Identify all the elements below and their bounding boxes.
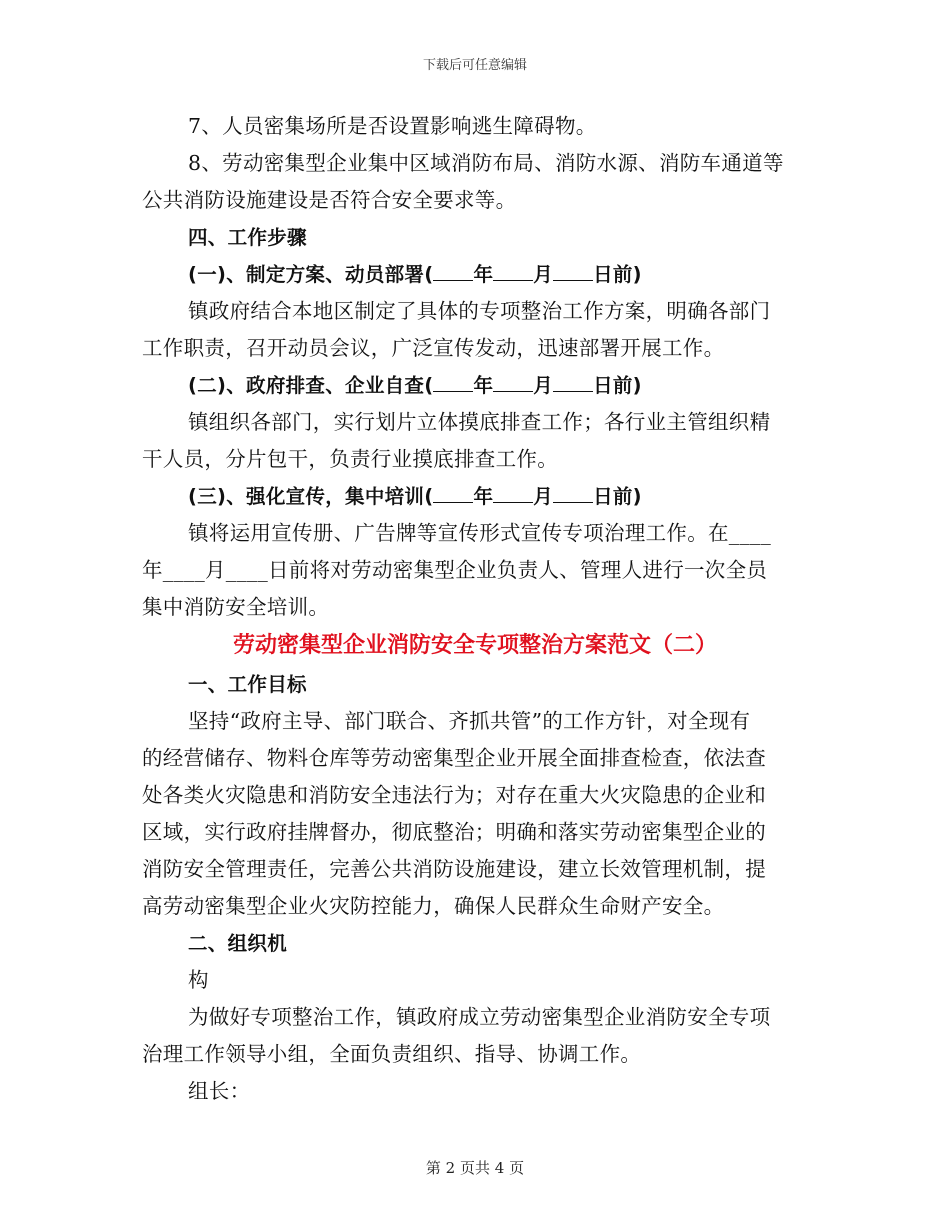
paragraph-line: 年____月____日前将对劳动密集型企业负责人、管理人进行一次全员 [142,558,768,582]
heading-text: 年 [473,374,494,397]
paragraph-line: 高劳动密集型企业火灾防控能力，确保人民群众生命财产安全。 [142,894,725,918]
paragraph-line: 8、劳动密集型企业集中区域消防布局、消防水源、消防车通道等 [188,151,784,175]
paragraph-line: 治理工作领导小组，全面负责组织、指导、协调工作。 [142,1042,642,1066]
heading-text: 月 [533,485,554,508]
paragraph-line: 坚持“政府主导、部门联合、齐抓共管”的工作方针，对全现有 [188,709,751,733]
date-blank [433,258,473,281]
heading-text: 日前) [593,263,642,286]
heading-text: (三)、强化宣传，集中培训( [188,485,434,508]
date-blank [493,480,533,503]
date-blank [493,258,533,281]
paragraph-line: 构 [188,968,209,992]
paragraph-line: 干人员，分片包干，负责行业摸底排查工作。 [142,447,558,471]
heading-text: 日前) [593,374,642,397]
heading-text: 日前) [593,485,642,508]
heading-text: (一)、制定方案、动员部署( [188,263,434,286]
step-heading [142,478,808,515]
paragraph-line: 工作职责，召开动员会议，广泛宣传发动，迅速部署开展工作。 [142,336,725,360]
paragraph-line: 的经营储存、物料仓库等劳动密集型企业开展全面排查检查，依法查 [142,746,766,770]
paragraph-line: 处各类火灾隐患和消防安全违法行为；对存在重大火灾隐患的企业和 [142,783,766,807]
document-body [142,108,808,1110]
paragraph-line: 镇组织各部门，实行划片立体摸底排查工作；各行业主管组织精 [188,410,771,434]
step-heading [142,367,808,404]
section-title: 劳动密集型企业消防安全专项整治方案范文（二） [232,633,717,658]
date-blank [553,480,593,503]
heading-text: 年 [473,485,494,508]
paragraph-line: 镇将运用宣传册、广告牌等宣传形式宣传专项治理工作。在____ [188,521,771,545]
date-blank [553,369,593,392]
paragraph-line: 区域，实行政府挂牌督办，彻底整治；明确和落实劳动密集型企业的 [142,820,766,844]
page-header: 下载后可任意编辑 [422,58,527,73]
heading-text: 年 [473,263,494,286]
heading-text: (二)、政府排查、企业自查( [188,374,434,397]
date-blank [493,369,533,392]
heading-text: 月 [533,374,554,397]
date-blank [433,480,473,503]
section-heading: 二、组织机 [188,932,288,955]
paragraph-line: 为做好专项整治工作，镇政府成立劳动密集型企业消防安全专项 [188,1005,771,1029]
section-heading: 四、工作步骤 [188,226,307,249]
date-blank [433,369,473,392]
heading-text: 月 [533,263,554,286]
paragraph-line: 消防安全管理责任，完善公共消防设施建设，建立长效管理机制，提 [142,857,766,881]
section-heading: 一、工作目标 [188,673,307,696]
paragraph-line: 集中消防安全培训。 [142,595,330,619]
paragraph-line: 公共消防设施建设是否符合安全要求等。 [142,188,517,212]
paragraph-line: 7、人员密集场所是否设置影响逃生障碍物。 [188,114,597,138]
paragraph-line: 组长： [188,1079,251,1103]
page-footer: 第 2 页共 4 页 [425,1159,525,1177]
date-blank [553,258,593,281]
paragraph-line: 镇政府结合本地区制定了具体的专项整治工作方案，明确各部门 [188,299,771,323]
step-heading [142,256,808,293]
